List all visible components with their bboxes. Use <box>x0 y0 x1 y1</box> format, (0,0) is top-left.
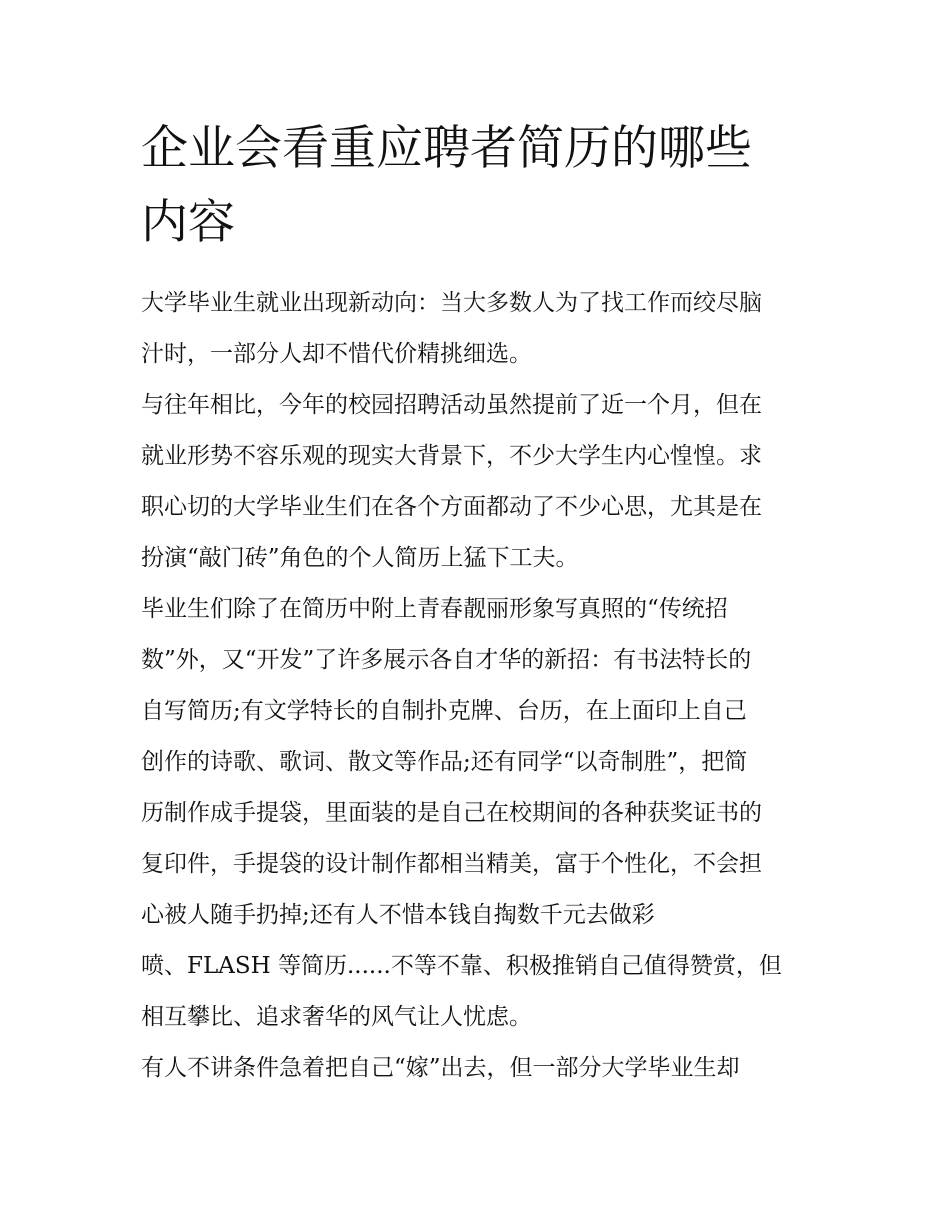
document-title <box>141 112 821 260</box>
body-line: 历制作成手提袋，里面装的是自己在校期间的各种获奖证书的 <box>141 800 762 826</box>
document-body <box>141 278 831 1094</box>
body-line: 就业形势不容乐观的现实大背景下，不少大学生内心惶惶。求 <box>141 443 762 469</box>
body-line: 心被人随手扔掉;还有人不惜本钱自掏数千元去做彩 <box>141 902 655 928</box>
body-line: 相互攀比、追求奢华的风气让人忧虑。 <box>141 1004 532 1030</box>
title-line: 企业会看重应聘者简历的哪些 <box>141 121 752 176</box>
body-line: 喷、FLASH 等简历......不等不靠、积极推销自己值得赞赏，但 <box>141 953 782 979</box>
body-line: 汁时，一部分人却不惜代价精挑细选。 <box>141 341 532 367</box>
body-line: 复印件，手提袋的设计制作都相当精美，富于个性化，不会担 <box>141 851 762 877</box>
body-line: 毕业生们除了在简历中附上青春靓丽形象写真照的“传统招 <box>141 596 728 622</box>
body-line: 扮演“敲门砖”角色的个人简历上猛下工夫。 <box>141 545 579 571</box>
body-line: 职心切的大学毕业生们在各个方面都动了不少心思，尤其是在 <box>141 494 762 520</box>
body-line: 有人不讲条件急着把自己“嫁”出去，但一部分大学毕业生却 <box>141 1055 740 1081</box>
body-line: 创作的诗歌、歌词、散文等作品;还有同学“以奇制胜”，把简 <box>141 749 748 775</box>
body-line: 数”外，又“开发”了许多展示各自才华的新招：有书法特长的 <box>141 647 752 673</box>
body-line: 与往年相比，今年的校园招聘活动虽然提前了近一个月，但在 <box>141 392 762 418</box>
body-line: 大学毕业生就业出现新动向：当大多数人为了找工作而绞尽脑 <box>141 290 762 316</box>
body-line: 自写简历;有文学特长的自制扑克牌、台历，在上面印上自己 <box>141 698 747 724</box>
title-line: 内容 <box>141 195 235 250</box>
